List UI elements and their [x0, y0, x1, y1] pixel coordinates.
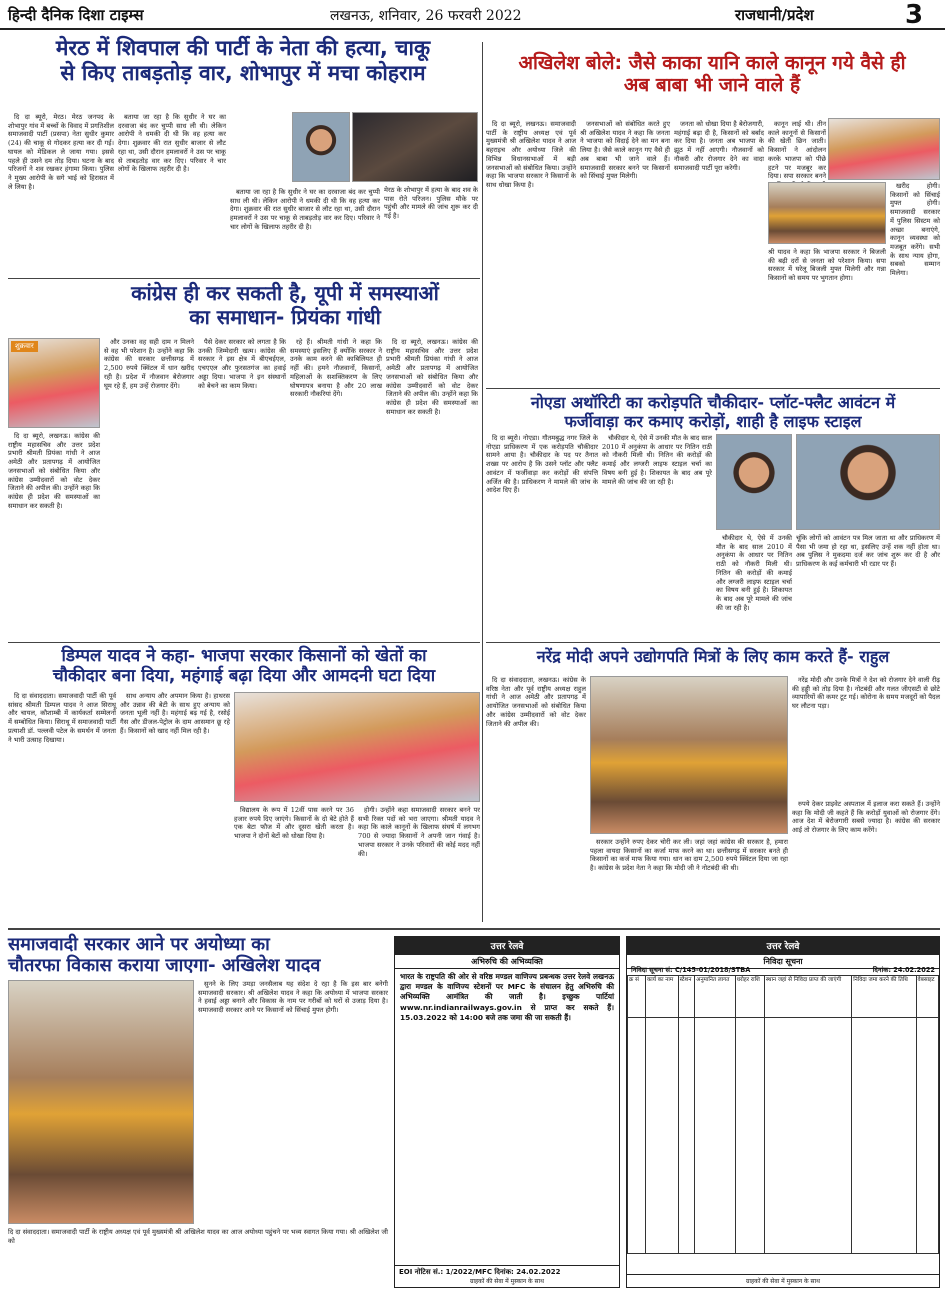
- dateline: लखनऊ, शनिवार, 26 फरवरी 2022: [330, 8, 522, 24]
- story4-caption: चूंकि लोगों को आवंटन पत्र मिल जाता था और प्राधिकरण में पैसा भी जमा हो रहा था, इसलिए उन्हें शक नहीं होता था। अब पुलिस ने मुकदमा दर्ज कर जांच शुरू कर दी है और प्राधिकरण के कई कर्मचारी भी रडार पर हैं।: [796, 534, 940, 568]
- ad-notice-number: EOI नोटिस सं.: 1/2022/MFC दिनांक: 24.02.2022: [399, 1268, 561, 1276]
- story3-photo: [8, 338, 100, 428]
- tender-col-head: कार्य का नाम: [646, 976, 679, 1018]
- column-divider: [482, 42, 483, 922]
- ad-body-text: भारत के राष्ट्रपति की ओर से वरिष्ठ मण्डल वाणिज्य प्रबन्धक उत्तर रेलवे लखनऊ द्वारा मण्डल के वाणिज्य स्टेशनों पर MFC के संचालन हेतु अभिरुचि की अभिव्यक्ति आमंत्रित की जाती है। इच्छुक पार्टियां www.nr.indianrailways.gov.in से प्राप्त कर सकते हैं। 15.03.2022 को 14:00 बजे तक जमा की जा सकती हैं।: [400, 972, 614, 1022]
- tender-col-head: निविदा जमा करने की तिथि: [852, 976, 916, 1018]
- story7-headline: [8, 934, 388, 976]
- story3-text-1: दि दा ब्यूरो, लखनऊ। कांग्रेस की राष्ट्रीय महासचिव और उत्तर प्रदेश प्रभारी श्रीमती प्रियंका गांधी ने आज अमेठी और प्रतापगढ़ में आयोजित जनसभाओं को संबोधित किया और कांग्रेस उम्मीदवारों को वोट देकर जिताने की अपील की। उन्होंने कहा कि कांग्रेस ही प्रदेश की समस्याओं का समाधान कर सकती है।: [8, 432, 100, 510]
- story2-headline: [486, 52, 938, 97]
- story5-text-1: दि दा संवाददाता। समाजवादी पार्टी की पूर्व सांसद श्रीमती डिम्पल यादव ने आज सिराथू और चायल, कौशाम्बी में कार्यकर्ता सम्मेलनों में सम्बोधित किया। सिराथू में समाजवादी पार्टी प्रत्याशी डॉ. पल्लवी पटेल के समर्थन में जनता ने भारी उत्साह दिखाया।: [8, 692, 116, 744]
- story4-text-1: दि दा ब्यूरो। नोएडा। गौतमबुद्ध नगर जिले के नोएडा प्राधिकरण में एक करोड़पति चौकीदार सामने आया है। चौकीदार के पद पर तैनात शख्स पर आरोप है कि उसने प्लॉट और फ्लैट आवंटन में फर्जीवाड़ा कर करोड़ों की संपत्ति अर्जित की है। प्राधिकरण ने मामले की जांच के आदेश दिए हैं।: [486, 434, 598, 495]
- story3-column-4: [290, 338, 382, 636]
- tender-row: [628, 1018, 939, 1254]
- ad-heading: उत्तर रेलवे: [395, 937, 619, 954]
- story1-headline-line1: मेरठ में शिवपाल की पार्टी के नेता की हत्या, चाकू: [55, 36, 431, 60]
- tender-reference: निविदा सूचना सं: C/145-01/2018/STBA: [631, 966, 751, 974]
- story7-caption: दि दा संवाददाता। समाजवादी पार्टी के राष्ट्रीय अध्यक्ष एवं पूर्व मुख्यमंत्री श्री अखिलेश यादव का आज अयोध्या पहुंचने पर भव्य स्वागत किया गया। श्री अखिलेश जी को: [8, 1228, 388, 1245]
- tender-cell: [628, 1018, 646, 1254]
- story3-column-1: [8, 432, 100, 636]
- story6-rally-photo: [590, 676, 788, 834]
- story2-caption: श्री यादव ने कहा कि भाजपा सरकार ने बिजली की बढ़ी दरों से जनता को परेशान किया। सपा सरकार में घरेलू बिजली मुफ्त मिलेगी और गन्ना किसानों को समय पर भुगतान होगा।: [768, 248, 886, 282]
- story4-headline: [486, 394, 940, 432]
- story5-headline-line2: चौकीदार बना दिया, महंगाई बढ़ा दिया और आमदनी घटा दिया: [52, 666, 436, 687]
- story6-column-2: [792, 676, 940, 796]
- story7-text-1: सुनने के लिए उमड़ा जनसैलाब यह संदेश दे रहा है कि इस बार बनेगी समाजवादी सरकार। श्री अखिलेश यादव ने कहा कि अयोध्या में भाजपा सरकार ने हवाई अड्डा बनाने और विकास के नाम पर गरीबों को घरों से उजाड़ दिया है। समाजवादी सरकार आने पर किसानों को सिंचाई मुफ्त होगी।: [198, 980, 388, 1015]
- story5-text-2: साथ अन्याय और अपमान किया है। हाथरस और उन्नाव की बेटी के साथ हुए अन्याय को जनता भूली नहीं है। महंगाई बढ़ गई है, रसोई गैस और डीजल-पेट्रोल के दाम आसमान छू रहे हैं। किसानों को खाद नहीं मिल रही है।: [120, 692, 230, 735]
- story2-crowd-photo: [768, 182, 886, 244]
- story7-photo: [8, 980, 194, 1224]
- ad-tagline: ग्राहकों की सेवा में मुस्कान के साथ: [627, 1274, 939, 1287]
- tender-header-row: [628, 976, 939, 1018]
- ad-subheading: निविदा सूचना: [627, 954, 939, 969]
- story3-text-3: पैसे देकर सरकार को लगता है कि उनकी जिम्मेदारी खत्म। कांग्रेस की सरकार ने इस क्षेत्र में बीएचईएल, एचएएल और फुरसतगंज का हवाई अड्डा दिया। भाजपा ने इन संस्थानों को बेचने का काम किया।: [198, 338, 286, 390]
- story1-portrait-photo: [292, 112, 350, 182]
- tender-col-head: अनुमानित लागत: [695, 976, 735, 1018]
- story4-headline-line2: फर्जीवाड़ा कर कमाए करोड़ों, शाही है लाइफ स्टाइल: [564, 411, 862, 431]
- story6-column-3: [590, 838, 788, 922]
- story7-column-1: [198, 980, 388, 1224]
- story1-headline: [8, 36, 478, 86]
- story2-column-3: [674, 120, 764, 382]
- tender-col-head: क्र सं: [628, 976, 646, 1018]
- story3-column-2: [104, 338, 194, 636]
- story1-text-3: बताया जा रहा है कि सुधीर ने घर का दरवाजा बंद कर चुप्पी साध ली थी। लेकिन आरोपी ने धमकी दी थी कि वह हत्या कर देगा। शुक्रवार की रात सुधीर बाजार से लौट रहा था, उसी दौरान हमलावरों ने उस पर चाकू से ताबड़तोड़ वार कर दिए। परिवार ने चार लोगों के खिलाफ तहरीर दी है।: [230, 188, 380, 231]
- story6-text-4: रुपये देकर प्राइवेट अस्पताल में इलाज करा सकते हैं। उन्होंने कहा कि मोदी जी कहते हैं कि करोड़ों युवाओं को रोजगार देंगे। आज देश में बेरोजगारी सबसे ज्यादा है। कांग्रेस की सरकार आई तो रोजगार के लिए काम करेंगे।: [792, 800, 940, 835]
- story4-column-2: [602, 434, 712, 634]
- story5-headline-line1: डिम्पल यादव ने कहा- भाजपा सरकार किसानों को खेतों का: [61, 646, 427, 666]
- section-divider: [8, 928, 940, 930]
- tender-col-head: वेबसाइट: [916, 976, 938, 1018]
- story3-text-5: दि दा ब्यूरो, लखनऊ। कांग्रेस की राष्ट्रीय महासचिव और उत्तर प्रदेश प्रभारी श्रीमती प्रियंका गांधी ने आज अमेठी और प्रतापगढ़ में आयोजित जनसभाओं को संबोधित किया और कांग्रेस उम्मीदवारों को वोट देकर जिताने की अपील की। उन्होंने कहा कि कांग्रेस ही प्रदेश की समस्याओं का समाधान कर सकती है।: [386, 338, 478, 416]
- story2-text-3: जनता को धोखा दिया है बेरोजगारी, महंगाई बढ़ा दी है, किसानों को बर्बाद कर दिया है। जनता अब भाजपा के झूठ में नहीं आएगी। नौजवानों को नौकरी और रोजगार देने का वादा समाजवादी पार्टी पूरा करेगी।: [674, 120, 764, 172]
- tender-cell: [695, 1018, 735, 1254]
- story5-text-4: होगी। उन्होंने कहा समाजवादी सरकार बनने पर सभी रिक्त पदों को भरा जाएगा। श्रीमती यादव ने कहा कि काले कानूनों के खिलाफ संघर्ष में लगभग 700 से ज्यादा किसानों ने अपनी जान गंवाई है। भाजपा सरकार ने उनके परिवारों की कोई मदद नहीं की।: [358, 806, 480, 858]
- story6-text-3: सरकार उन्होंने रुपए देकर चोरी कर ली। जहां जहां कांग्रेस की सरकार है, हमारा पहला वायदा किसानों का कर्जा माफ करने का था। छत्तीसगढ़ में सरकार बनते ही किसानों का कर्ज माफ किया गया। धान का दाम 2,500 रुपये क्विंटल दिया जा रहा है। कांग्रेस के प्रदेश नेता ने कहा कि मोदी जी ने नोटबंदी की थी।: [590, 838, 788, 873]
- story2-headline-line1: अखिलेश बोले: जैसे काका यानि काले कानून गये वैसे ही: [518, 52, 906, 74]
- ad-footer: [395, 1265, 619, 1287]
- story-divider: [486, 388, 940, 389]
- newspaper-name: हिन्दी दैनिक दिशा टाइम्स: [8, 6, 144, 24]
- story6-column-1: [486, 676, 586, 922]
- story2-stage-photo: [828, 118, 940, 180]
- story6-text-1: दि दा संवाददाता, लखनऊ। कांग्रेस के वरिष्ठ नेता और पूर्व राष्ट्रीय अध्यक्ष राहुल गांधी ने आज अमेठी और प्रतापगढ़ में आयोजित जनसभाओं को संबोधित किया और कांग्रेस उम्मीदवारों को वोट देकर जिताने की अपील की।: [486, 676, 586, 728]
- masthead: [0, 0, 945, 30]
- story6-column-4: [792, 800, 940, 922]
- story6-headline: नरेंद्र मोदी अपने उद्योगपति मित्रों के लिए काम करते हैं- राहुल: [536, 647, 890, 666]
- story2-text-4: कानून लाई थी। तीन काले कानूनों से किसानों की खेती छिन जाती। किसानों ने आंदोलन करके भाजपा को पीछे हटने पर मजबूर कर दिया। सपा सरकार बनने: [768, 120, 826, 181]
- ad-tagline: ग्राहकों की सेवा में मुस्कान के साथ: [470, 1278, 544, 1285]
- story1-text-2: बताया जा रहा है कि सुधीर ने घर का दरवाजा बंद कर चुप्पी साध ली थी। लेकिन आरोपी ने धमकी दी थी कि वह हत्या कर देगा। शुक्रवार की रात सुधीर बाजार से लौट रहा था, उसी दौरान हमलावरों ने उस पर चाकू से ताबड़तोड़ वार कर दिए। परिवार ने चार लोगों के खिलाफ तहरीर दी है।: [118, 113, 226, 174]
- photo-tag: शुक्रवार: [11, 341, 38, 352]
- story3-headline-line2: का समाधान- प्रियंका गांधी: [189, 304, 381, 329]
- page-number: 3: [905, 0, 924, 30]
- story4-text-2: चौकीदार थे, ऐसे में उनकी मौत के बाद साल 2010 में अनुकंपा के आधार पर नितिन राठी को नौकरी मिली थी। नितिन की करोड़ों की कमाई और लग्जरी लाइफ स्टाइल चर्चा का विषय बनी हुई है। शिकायत के बाद अब पूरे मामले की जांच की जा रही है।: [602, 434, 712, 486]
- railway-eoi-ad: [394, 936, 620, 1288]
- story2-text-5: खरीद होगी। किसानों को सिंचाई मुफ्त होगी। समाजवादी सरकार में पुलिस सिस्टम को अच्छा बनाएंगे, कानून व्यवस्था को मजबूत करेंगे। सभी के साथ न्याय होगा, सबको सम्मान मिलेगा।: [890, 182, 940, 278]
- story2-column-5: [890, 182, 940, 380]
- railway-tender-ad: [626, 936, 940, 1288]
- tender-col-head: स्थान जहां से निविदा प्राप्त की जाएंगी: [764, 976, 851, 1018]
- story5-column-2: [120, 692, 230, 922]
- story1-caption: मेरठ के शोभापुर में हत्या के बाद शव के पास रोते परिजन। पुलिस मौके पर पहुंची और मामले की जांच शुरू कर दी गई है।: [384, 186, 478, 220]
- story4-column-1: [486, 434, 598, 634]
- story4-column-3: [716, 534, 792, 634]
- tender-cell: [735, 1018, 764, 1254]
- story3-text-4: रहे हैं। श्रीमती गांधी ने कहा कि समस्याएं इसलिए हैं क्योंकि सरकार ने उनके काम करने की काबिलियत ही नहीं की। हमने नौजवानों, किसानों, महिलाओं के सशक्तिकरण के लिए घोषणापत्र बनाया है और 20 लाख सरकारी नौकरियां देंगे।: [290, 338, 382, 399]
- story2-column-4: [768, 120, 826, 181]
- story3-headline: [90, 282, 480, 329]
- story2-text-1: दि दा ब्यूरो, लखनऊ। समाजवादी पार्टी के राष्ट्रीय अध्यक्ष एवं पूर्व मुख्यमंत्री श्री अखिलेश यादव ने आज बहराइच और अयोध्या जिले की विभिन्न विधानसभाओं में बड़ी जनसभाओं को संबोधित किया। उन्होंने कहा कि भाजपा सरकार ने किसानों के साथ धोखा किया है।: [486, 120, 576, 189]
- ad-heading: उत्तर रेलवे: [627, 937, 939, 954]
- story3-column-5: [386, 338, 478, 636]
- story7-headline-line1: समाजवादी सरकार आने पर अयोध्या का: [8, 934, 270, 955]
- story-divider: [486, 642, 940, 643]
- story2-column-2: [580, 120, 670, 382]
- tender-cell: [764, 1018, 851, 1254]
- tender-cell: [646, 1018, 679, 1254]
- story1-scene-photo: [352, 112, 478, 182]
- story5-photo: [234, 692, 480, 802]
- tender-cell: [678, 1018, 695, 1254]
- story-divider: [8, 278, 480, 279]
- tender-col-head: धरोहर राशि: [735, 976, 764, 1018]
- ad-subheading: अभिरुचि की अभिव्यक्ति: [395, 954, 619, 969]
- tender-table: [627, 975, 939, 1254]
- tender-cell: [916, 1018, 938, 1254]
- story1-headline-line2: से किए ताबड़तोड़ वार, शोभापुर में मचा कोहराम: [60, 60, 426, 85]
- story-divider: [8, 642, 480, 643]
- story2-text-2: जनसभाओं को संबोधित करते हुए श्री अखिलेश यादव ने कहा कि जनता ने भाजपा को विदाई देने का मन बना लिया है। जैसे काले कानून गए वैसे ही अब बाबा भी जाने वाले हैं। समाजवादी सरकार बनने पर किसानों को सिंचाई मुफ्त मिलेगी।: [580, 120, 670, 181]
- story5-column-3: [234, 806, 354, 922]
- story4-text-3: चौकीदार थे, ऐसे में उनकी मौत के बाद साल 2010 में अनुकंपा के आधार पर नितिन राठी को नौकरी मिली थी। नितिन की करोड़ों की कमाई और लग्जरी लाइफ स्टाइल चर्चा का विषय बनी हुई है। शिकायत के बाद अब पूरे मामले की जांच की जा रही है।: [716, 534, 792, 612]
- story4-portrait-1: [716, 434, 792, 530]
- tender-col-head: स्टेशन: [678, 976, 695, 1018]
- story5-headline: [8, 646, 480, 686]
- story4-headline-line1: नोएडा अथॉरिटी का करोड़पति चौकीदार- प्लॉट-फ्लैट आवंटन में: [530, 393, 896, 412]
- story1-column-1: [8, 113, 114, 269]
- tender-date: दिनांक: 24.02.2022: [872, 966, 935, 974]
- story7-headline-line2: चौतरफा विकास कराया जाएगा- अखिलेश यादव: [8, 955, 321, 977]
- story3-headline-line1: कांग्रेस ही कर सकती है, यूपी में समस्याओं: [131, 281, 439, 305]
- story1-column-2: [118, 113, 226, 269]
- story2-headline-line2: अब बाबा भी जाने वाले हैं: [623, 74, 801, 97]
- story5-column-1: [8, 692, 116, 922]
- story5-text-3: विद्यालय के रूप में 12वीं पास करने पर 36 हजार रुपये दिए जाएंगे। किसानों के दो बेटे होते हैं एक बेटा फौज में और दूसरा खेती करता है। भाजपा ने दोनों बेटों को धोखा दिया है।: [234, 806, 354, 841]
- story3-text-2: और उनका वह सही दाम न मिलने से वह भी परेशान है। उन्होंने कहा कि कांग्रेस की सरकार छत्तीसगढ़ में 2,500 रुपये क्विंटल में धान खरीद रही है। प्रदेश में नौजवान बेरोजगार घूम रहे हैं, हम उन्हें रोजगार देंगे।: [104, 338, 194, 390]
- story1-text: दि दा ब्यूरो, मेरठ। मेरठ जनपद के शोभापुर गांव में बच्चों के विवाद में प्रगतिशील समाजवादी पार्टी (प्रसपा) नेता सुधीर कुमार (24) की चाकू से गोदकर हत्या कर दी गई। घायल को मेडिकल ले जाया गया। इससे पहले ही उसने दम तोड़ दिया। घटना के बाद परिजनों ने शव रखकर हंगामा किया। पुलिस ने मुख्य आरोपी के सगे भाई को हिरासत में ले लिया है।: [8, 113, 114, 191]
- section-label: राजधानी/प्रदेश: [735, 6, 814, 24]
- story6-text-2: नरेंद्र मोदी और उनके मित्रों ने देश को रोजगार देने वाली रीढ़ की हड्डी को तोड़ दिया है। नोटबंदी और गलत जीएसटी से छोटे व्यापारियों की कमर टूट गई। कोरोना के समय मजदूरों को पैदल घर लौटना पड़ा।: [792, 676, 940, 711]
- story1-column-3: [230, 188, 380, 272]
- story3-column-3: [198, 338, 286, 636]
- story5-column-4: [358, 806, 480, 922]
- story4-portrait-2: [796, 434, 940, 530]
- tender-cell: [852, 1018, 916, 1254]
- story2-column-1: [486, 120, 576, 382]
